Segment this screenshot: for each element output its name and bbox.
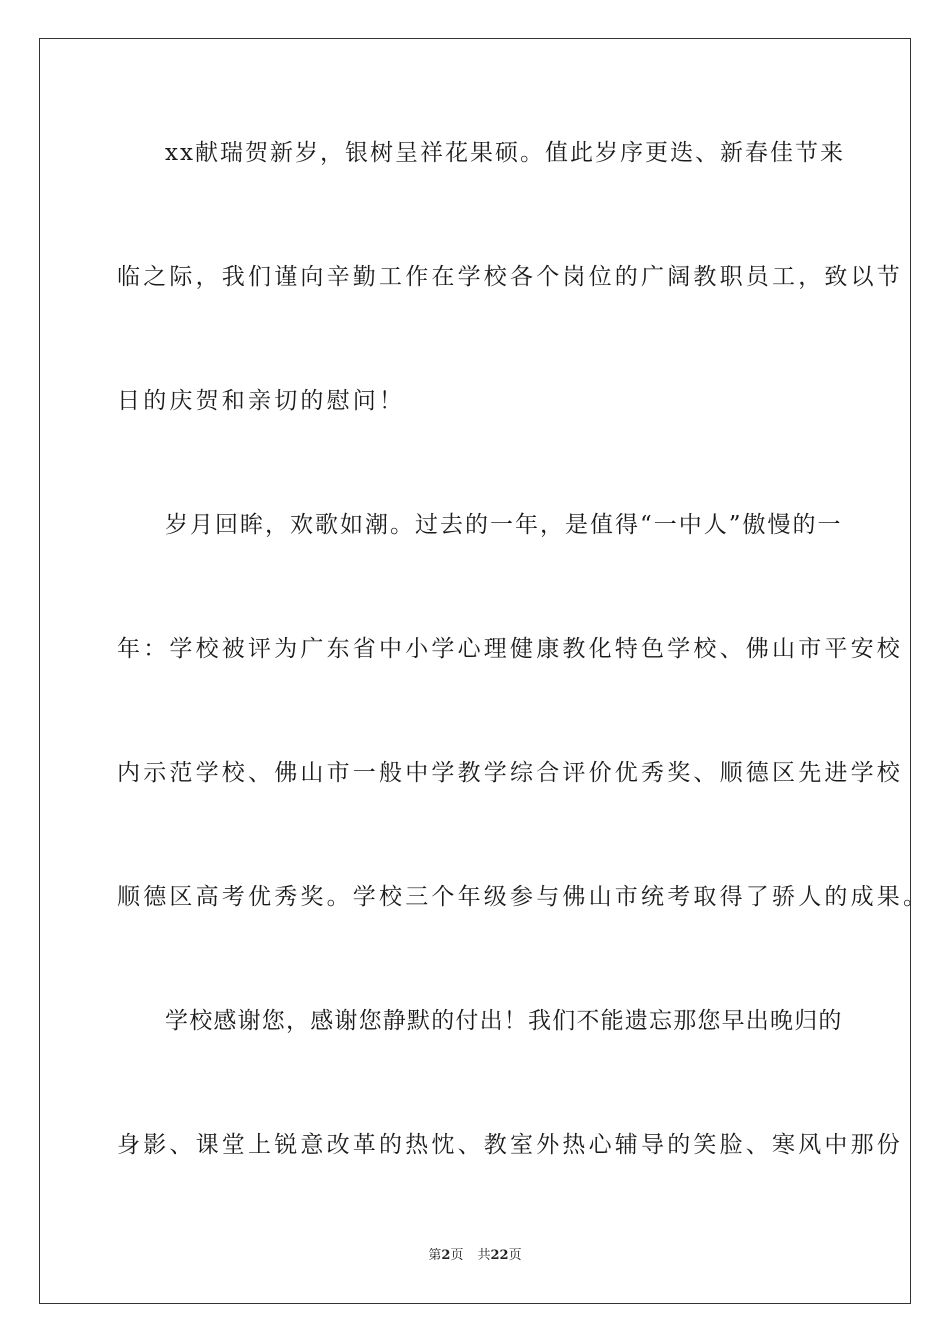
total-suffix: 页 (508, 1248, 522, 1263)
paragraph-3-line-2: 身影、课堂上锐意改革的热忱、教室外热心辅导的笑脸、寒风中那份 (117, 1132, 903, 1158)
paragraph-2-line-1: 岁月回眸，欢歌如潮。过去的一年，是值得“一中人”傲慢的一 (165, 512, 843, 538)
paragraph-1-line-2: 临之际，我们谨向辛勤工作在学校各个岗位的广阔教职员工，致以节 (117, 264, 903, 290)
total-prefix: 共 (477, 1248, 491, 1263)
paragraph-2-line-4: 顺德区高考优秀奖。学校三个年级参与佛山市统考取得了骄人的成果。 (117, 884, 930, 910)
paragraph-1-line-1: xx献瑞贺新岁，银树呈祥花果硕。值此岁序更迭、新春佳节来 (165, 140, 845, 166)
page-suffix: 页 (450, 1248, 464, 1263)
page-number: 2 (441, 1248, 451, 1263)
paragraph-3-line-1: 学校感谢您，感谢您静默的付出！我们不能遗忘那您早出晚归的 (165, 1008, 843, 1034)
page-prefix: 第 (428, 1248, 442, 1263)
page-frame (39, 38, 930, 1304)
page-footer (0, 1247, 950, 1265)
paragraph-1-line-3: 日的庆贺和亲切的慰问！ (117, 388, 406, 414)
paragraph-2-line-2: 年：学校被评为广东省中小学心理健康教化特色学校、佛山市平安校 (117, 636, 903, 662)
total-pages: 22 (490, 1248, 509, 1263)
paragraph-2-line-3: 内示范学校、佛山市一般中学教学综合评价优秀奖、顺德区先进学校 (117, 760, 903, 786)
